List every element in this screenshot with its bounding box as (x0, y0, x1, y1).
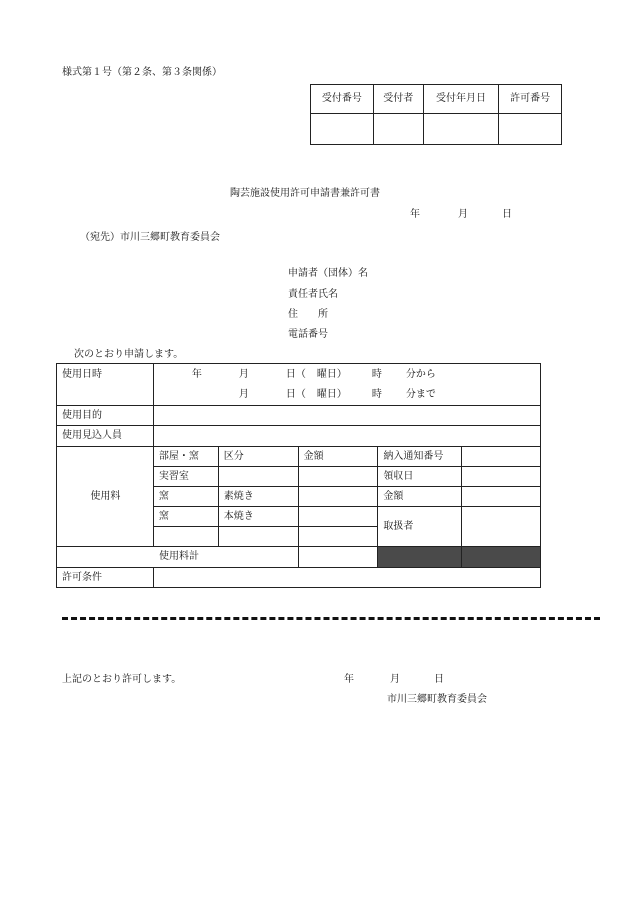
applicant-org-label: 申請者（団体）名 (288, 268, 368, 279)
document-title: 陶芸施設使用許可申請書兼許可書 (230, 188, 380, 199)
date-day: 日 (502, 209, 512, 220)
approval-year: 年 (344, 674, 354, 685)
end-weekday: 曜日） (316, 389, 347, 400)
application-table (56, 363, 541, 588)
fee-total-shaded-cell (378, 547, 462, 568)
end-day: 日（ (285, 389, 306, 400)
fee-row-category-blank[interactable] (218, 527, 298, 547)
date-label: 使用日時 (57, 364, 154, 406)
fee-row-amount-field[interactable] (298, 527, 378, 547)
receipt-header-receiver: 受付者 (373, 85, 423, 114)
fee-label: 使用料 (57, 447, 154, 547)
purpose-field[interactable] (153, 406, 540, 426)
receipt-table (310, 84, 562, 145)
fee-total-label (57, 547, 299, 568)
receipt-header-permit-number: 許可番号 (499, 85, 562, 114)
purpose-label: 使用目的 (57, 406, 154, 426)
receipt-date-label: 領収日 (378, 467, 462, 487)
receipt-cell-number[interactable] (311, 114, 374, 145)
fee-header-notice-number: 納入通知番号 (378, 447, 462, 467)
start-hour: 時 (371, 369, 382, 380)
fee-row-category (218, 467, 298, 487)
fee-row-category: 本焼き (218, 507, 298, 527)
fee-row-amount-field[interactable] (298, 507, 378, 527)
people-field[interactable] (153, 426, 540, 447)
intro-text: 次のとおり申請します。 (74, 349, 184, 360)
condition-field[interactable] (153, 568, 540, 588)
receipt-header-number: 受付番号 (311, 85, 374, 114)
fee-header-room: 部屋・窯 (153, 447, 218, 467)
handler-label: 取扱者 (378, 507, 462, 547)
receipt-cell-permit-number[interactable] (499, 114, 562, 145)
applicant-address-label: 住 所 (288, 309, 328, 320)
fee-row-category: 素焼き (218, 487, 298, 507)
cut-line-divider (62, 617, 600, 620)
start-year: 年 (191, 369, 202, 380)
fee-total-field[interactable] (298, 547, 378, 568)
start-minute: 分から (405, 369, 436, 380)
people-label: 使用見込人員 (57, 426, 154, 447)
condition-label: 許可条件 (57, 568, 154, 588)
receipt-cell-date[interactable] (423, 114, 499, 145)
amount-label: 金額 (378, 487, 462, 507)
approval-issuer: 市川三郷町教育委員会 (387, 694, 487, 705)
start-day: 日（ (285, 369, 306, 380)
fee-row-room: 窯 (153, 487, 218, 507)
fee-header-amount: 金額 (298, 447, 378, 467)
fee-row-room-blank[interactable] (153, 527, 218, 547)
receipt-header-date: 受付年月日 (423, 85, 499, 114)
notice-number-field[interactable] (462, 447, 541, 467)
date-year: 年 (410, 209, 420, 220)
start-month: 月 (238, 369, 249, 380)
fee-header-category: 区分 (218, 447, 298, 467)
receipt-cell-receiver[interactable] (373, 114, 423, 145)
form-reference: 様式第１号（第２条、第３条関係） (62, 67, 222, 78)
applicant-rep-label: 責任者氏名 (288, 289, 338, 300)
fee-total-text: 使用料計 (159, 551, 199, 562)
receipt-date-field[interactable] (462, 467, 541, 487)
fee-row-amount-field[interactable] (298, 487, 378, 507)
end-month: 月 (238, 389, 249, 400)
end-minute: 分まで (405, 389, 436, 400)
end-hour: 時 (371, 389, 382, 400)
date-month: 月 (458, 209, 468, 220)
amount-field[interactable] (462, 487, 541, 507)
approval-text: 上記のとおり許可します。 (62, 674, 182, 685)
fee-total-shaded-cell (462, 547, 541, 568)
handler-field[interactable] (462, 507, 541, 547)
fee-row-room: 窯 (153, 507, 218, 527)
fee-row-amount-field[interactable] (298, 467, 378, 487)
approval-month: 月 (390, 674, 400, 685)
fee-row-room: 実習室 (153, 467, 218, 487)
addressee: （宛先）市川三郷町教育委員会 (80, 232, 220, 243)
applicant-phone-label: 電話番号 (288, 329, 328, 340)
date-value[interactable] (153, 364, 540, 406)
approval-day: 日 (434, 674, 444, 685)
start-weekday: 曜日） (316, 369, 347, 380)
